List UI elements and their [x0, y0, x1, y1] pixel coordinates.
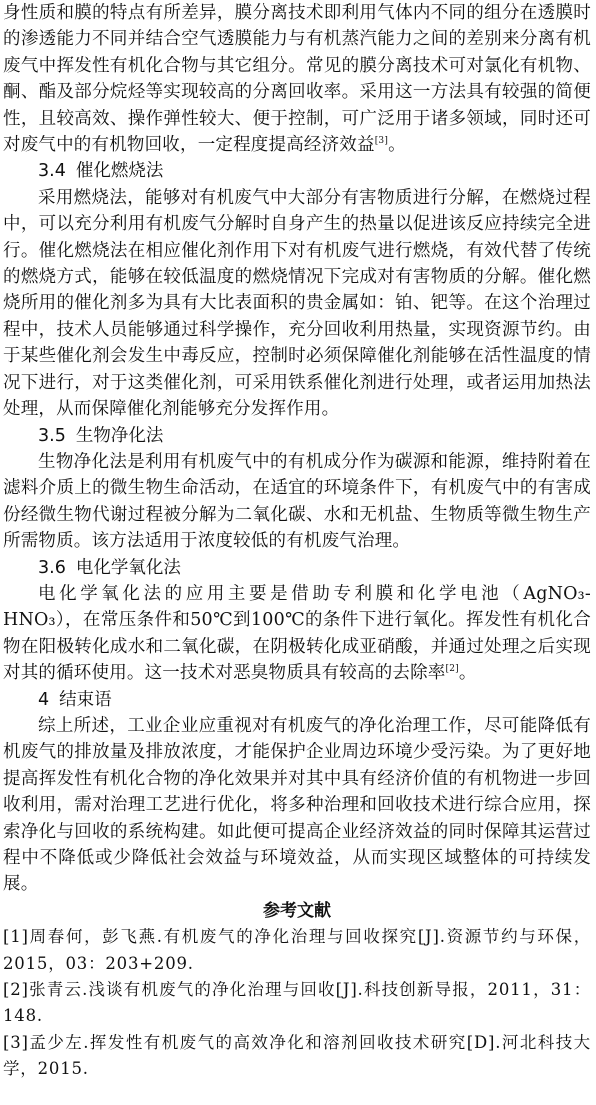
citation-2: [2] — [445, 664, 459, 675]
section-number: 3.5 — [38, 425, 66, 446]
section-heading-3-4 — [3, 158, 591, 184]
electrochemical-text: 电化学氧化法的应用主要是借助专利膜和化学电池（AgNO₃-HNO₃），在常压条件和50℃到100℃的条件下进行氧化。挥发性有机化合物在阳极转化成水和二氧化碳，在阴极转化成亚硝酸，并通过处理之后实现对其的循环使用。这一技术对恶臭物质具有较高的去除率 — [3, 583, 591, 684]
citation-3: [3] — [374, 136, 389, 147]
electrochemical-period: 。 — [458, 663, 477, 684]
references-title: 参考文献 — [263, 900, 331, 921]
intro-period: 。 — [388, 135, 406, 156]
reference-item: [2]张青云.浅谈有机废气的净化治理与回收[J].科技创新导报，2011，31：148. — [3, 980, 591, 1026]
section-number: 3.6 — [38, 557, 66, 578]
section-heading-3-5 — [3, 423, 591, 449]
section-title: 电化学氧化法 — [75, 557, 181, 578]
conclusion-paragraph: 综上所述，工业企业应重视对有机废气的净化治理工作，尽可能降低有机废气的排放量及排放浓度，才能保护企业周边环境少受污染。为了更好地提高挥发性有机化合物的净化效果并对其中具有经济价值的有机物进一步回收利用，需对治理工艺进行优化，将多种治理和回收技术进行综合应用，探索净化与回收的系统构建。如此便可提高企业经济效益的同时保障其运营过程中不降低或少降低社会效益与环境效益，从而实现区域整体的可持续发展。 — [3, 715, 591, 895]
section-heading-3-6 — [3, 555, 591, 581]
electrochemical-oxidation-paragraph — [3, 581, 591, 687]
catalytic-combustion-paragraph: 采用燃烧法，能够对有机废气中大部分有害物质进行分解，在燃烧过程中，可以充分利用有机废气分解时自身产生的热量以促进该反应持续完全进行。催化燃烧法在相应催化剂作用下对有机废气进行燃烧，有效代替了传统的燃烧方式，能够在较低温度的燃烧情况下完成对有害物质的分解。催化燃烧所用的催化剂多为具有大比表面积的贵金属如：铂、钯等。在这个治理过程中，技术人员能够通过科学操作，充分回收利用热量，实现资源节约。由于某些催化剂会发生中毒反应，控制时必须保障催化剂能够在活性温度的情况下进行，对于这类催化剂，可采用铁系催化剂进行处理，或者运用加热法处理，从而保障催化剂能够充分发挥作用。 — [3, 187, 591, 420]
section-title: 催化燃烧法 — [75, 161, 164, 182]
section-number: 3.4 — [38, 161, 66, 182]
section-title: 生物净化法 — [75, 425, 164, 446]
reference-item: [3]孟少左.挥发性有机废气的高效净化和溶剂回收技术研究[D].河北科技大学，2015. — [3, 1032, 591, 1079]
references-list — [3, 924, 591, 1082]
section-number: 4 — [38, 689, 50, 710]
intro-text: 身性质和膜的特点有所差异，膜分离技术即利用气体内不同的组分在透膜时的渗透能力不同并结合空气透膜能力与有机蒸汽能力之间的差别来分离有机废气中挥发性有机化合物与其它组分。常见的膜分离技术可对氯化有机物、酮、酯及部分烷烃等实现较高的分离回收率。采用这一方法具有较强的简便性，且较高效、操作弹性较大、便于控制，可广泛用于诸多领域，同时还可对废气中的有机物回收，一定程度提高经济效益 — [3, 3, 591, 156]
section-heading-4 — [3, 687, 591, 713]
document-page — [3, 0, 591, 1083]
biological-purification-paragraph: 生物净化法是利用有机废气中的有机成分作为碳源和能源，维持附着在滤料介质上的微生物生命活动，在适宜的环境条件下，有机废气中的有害成份经微生物代谢过程被分解为二氧化碳、水和无机盐、生物质等微生物生产所需物质。该方法适用于浓度较低的有机废气治理。 — [3, 451, 591, 552]
section-title: 结束语 — [59, 689, 112, 710]
reference-item: [1]周春何，彭飞燕.有机废气的净化治理与回收探究[J].资源节约与环保，2015，03：203+209. — [3, 927, 591, 973]
intro-paragraph — [3, 0, 591, 158]
